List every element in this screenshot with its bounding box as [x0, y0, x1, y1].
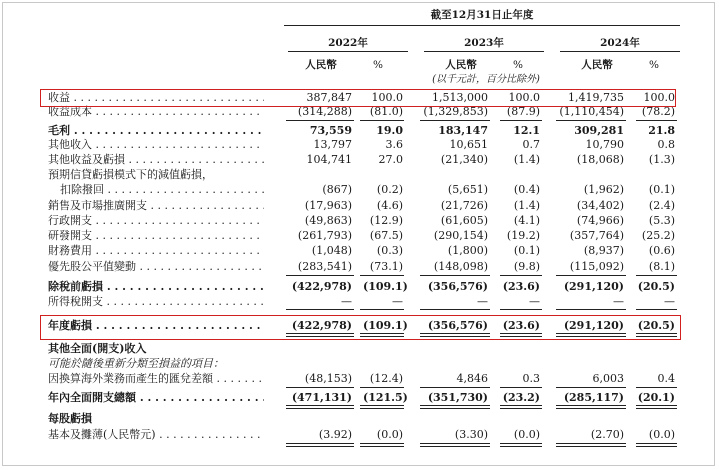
- cell-pct-2023: (0.1): [513, 244, 540, 257]
- cell-rmb-2024: (115,092): [569, 260, 624, 273]
- cell-rmb-2023: (3.30): [454, 428, 488, 441]
- cell-pct-2022: (4.6): [376, 199, 403, 212]
- cell-rmb-2023: 4,846: [456, 372, 488, 385]
- cell-pct-2023: (4.1): [513, 214, 540, 227]
- row-label: 預期信貸虧損模式下的減值虧損，: [48, 168, 213, 181]
- cell-rmb-2023: (21,340): [440, 153, 488, 166]
- year-header-2022: 2022年: [328, 37, 368, 49]
- total-double-rule: [420, 408, 490, 409]
- unit-note: (以千元計，百分比除外): [432, 74, 540, 85]
- cell-pct-2024: (78.2): [641, 105, 675, 118]
- row-label: 基本及攤薄(人民幣元) . . .: [48, 428, 264, 441]
- total-double-rule: [420, 405, 490, 406]
- cell-pct-2023: (23.2): [502, 391, 540, 404]
- subtotal-rule: [500, 120, 542, 121]
- cell-pct-2023: (0.0): [513, 428, 540, 441]
- cell-rmb-2023: (148,098): [433, 260, 488, 273]
- cell-rmb-2024: (291,120): [563, 319, 624, 332]
- cell-rmb-2022: (261,793): [297, 229, 352, 242]
- row-label: 可能於隨後重新分類至損益的項目：: [48, 357, 224, 370]
- row-label: 年度虧損 . . .: [48, 319, 264, 332]
- cell-pct-2024: 100.0: [643, 91, 675, 104]
- subtotal-rule: [360, 309, 404, 310]
- cell-pct-2023: (23.6): [502, 319, 540, 332]
- subtotal-rule: [500, 275, 542, 276]
- cell-rmb-2023: (290,154): [433, 229, 488, 242]
- cell-pct-2022: (109.1): [363, 319, 408, 332]
- row-label: 銷售及市場推廣開支 . . .: [48, 199, 264, 212]
- year-rule-2022: [288, 51, 408, 52]
- total-double-rule: [500, 446, 542, 447]
- cell-rmb-2022: (283,541): [297, 260, 352, 273]
- cell-rmb-2022: 104,741: [306, 153, 352, 166]
- cell-rmb-2022: (471,131): [291, 391, 352, 404]
- subtotal-rule: [420, 275, 490, 276]
- total-double-rule: [636, 408, 677, 409]
- cell-rmb-2024: (18,068): [576, 153, 624, 166]
- subtotal-rule: [360, 120, 404, 121]
- row-label: 收益成本 . . .: [48, 105, 264, 118]
- cell-rmb-2022: (422,978): [291, 280, 352, 293]
- cell-pct-2024: (20.5): [637, 319, 675, 332]
- subtotal-rule: [360, 275, 404, 276]
- cell-pct-2022: —: [392, 295, 403, 308]
- highlight-revenue-row: [40, 89, 676, 107]
- cell-rmb-2024: (34,402): [576, 199, 624, 212]
- cell-rmb-2024: 6,003: [592, 372, 624, 385]
- cell-rmb-2023: (1,800): [447, 244, 488, 257]
- subtotal-rule: [420, 387, 490, 388]
- subtotal-rule: [360, 387, 404, 388]
- subtotal-rule: [556, 387, 626, 388]
- cell-pct-2022: 27.0: [378, 153, 403, 166]
- cell-rmb-2023: (1,329,853): [423, 105, 488, 118]
- cell-rmb-2022: 73,559: [309, 124, 352, 137]
- cell-pct-2024: (0.1): [648, 183, 675, 196]
- total-double-rule: [556, 446, 626, 447]
- total-double-rule: [286, 408, 354, 409]
- subtotal-rule: [420, 120, 490, 121]
- total-double-rule: [500, 405, 542, 406]
- subtotal-rule: [286, 309, 354, 310]
- subtotal-rule: [286, 120, 354, 121]
- total-double-rule: [556, 443, 626, 444]
- cell-rmb-2024: (74,966): [576, 214, 624, 227]
- cell-pct-2022: (12.9): [369, 214, 403, 227]
- cell-pct-2024: (8.1): [648, 260, 675, 273]
- total-double-rule: [360, 408, 404, 409]
- subtotal-rule: [286, 275, 354, 276]
- cell-pct-2024: 0.8: [657, 138, 675, 151]
- subtotal-rule: [500, 387, 542, 388]
- total-double-rule: [636, 443, 677, 444]
- cell-rmb-2024: (1,962): [583, 183, 624, 196]
- subtotal-rule: [420, 309, 490, 310]
- col-pct-2023: %: [513, 59, 523, 71]
- cell-rmb-2022: 13,797: [313, 138, 352, 151]
- cell-rmb-2024: (8,937): [583, 244, 624, 257]
- cell-rmb-2024: —: [613, 295, 624, 308]
- cell-rmb-2022: (48,153): [304, 372, 352, 385]
- subtotal-rule: [636, 275, 677, 276]
- total-double-rule: [360, 443, 404, 444]
- total-double-rule: [286, 405, 354, 406]
- row-label: 其他收益及虧損 . . .: [48, 153, 264, 166]
- total-double-rule: [556, 405, 626, 406]
- cell-pct-2022: 19.0: [376, 124, 403, 137]
- subtotal-rule: [636, 120, 677, 121]
- cell-rmb-2024: (285,117): [563, 391, 624, 404]
- cell-pct-2024: 0.4: [657, 372, 675, 385]
- col-pct-2024: %: [649, 59, 659, 71]
- row-label: 年內全面開支總額 . . .: [48, 391, 264, 404]
- subtotal-rule: [500, 309, 542, 310]
- cell-rmb-2022: (17,963): [304, 199, 352, 212]
- cell-rmb-2022: (422,978): [291, 319, 352, 332]
- subtotal-rule: [636, 309, 677, 310]
- col-rmb-2024: 人民幣: [581, 59, 613, 71]
- year-rule-2024: [560, 51, 680, 52]
- cell-pct-2022: (0.0): [376, 428, 403, 441]
- total-double-rule: [420, 446, 490, 447]
- total-double-rule: [286, 443, 354, 444]
- cell-pct-2024: —: [664, 295, 675, 308]
- cell-pct-2024: (25.2): [641, 229, 675, 242]
- cell-pct-2023: (1.4): [513, 199, 540, 212]
- row-label: 所得稅開支 . . .: [48, 295, 264, 308]
- total-double-rule: [636, 446, 677, 447]
- subtotal-rule: [556, 120, 626, 121]
- cell-pct-2023: (19.2): [506, 229, 540, 242]
- cell-rmb-2023: (5,651): [447, 183, 488, 196]
- cell-pct-2022: (12.4): [369, 372, 403, 385]
- row-label: 其他收入 . . .: [48, 138, 264, 151]
- cell-rmb-2022: (1,048): [311, 244, 352, 257]
- cell-pct-2022: (109.1): [363, 280, 408, 293]
- cell-pct-2024: (1.3): [648, 153, 675, 166]
- cell-rmb-2022: (314,288): [297, 105, 352, 118]
- cell-pct-2024: (5.3): [648, 214, 675, 227]
- cell-pct-2022: (73.1): [369, 260, 403, 273]
- cell-rmb-2022: (867): [322, 183, 352, 196]
- cell-rmb-2022: —: [341, 295, 352, 308]
- cell-rmb-2024: 10,790: [585, 138, 624, 151]
- row-label: 收益 . . .: [48, 91, 264, 104]
- row-label: 因換算海外業務而產生的匯兌差額 . . .: [48, 372, 264, 385]
- cell-pct-2023: —: [529, 295, 540, 308]
- year-rule-2023: [424, 51, 544, 52]
- row-label: 每股虧損: [48, 412, 92, 425]
- cell-rmb-2022: (49,863): [304, 214, 352, 227]
- cell-pct-2022: 3.6: [385, 138, 403, 151]
- cell-rmb-2023: (61,605): [440, 214, 488, 227]
- cell-pct-2023: (23.6): [502, 280, 540, 293]
- subtotal-rule: [556, 275, 626, 276]
- cell-pct-2024: (20.1): [637, 391, 675, 404]
- cell-pct-2023: (0.4): [513, 183, 540, 196]
- cell-rmb-2024: 309,281: [574, 124, 624, 137]
- cell-pct-2024: (0.6): [648, 244, 675, 257]
- period-header: 截至12月31日止年度: [430, 9, 534, 21]
- cell-rmb-2024: (1,110,454): [559, 105, 624, 118]
- subtotal-rule: [636, 387, 677, 388]
- cell-pct-2024: (0.0): [648, 428, 675, 441]
- cell-pct-2022: (0.2): [376, 183, 403, 196]
- cell-pct-2024: (20.5): [637, 280, 675, 293]
- cell-rmb-2024: 1,419,735: [568, 91, 624, 104]
- row-label: 毛利 . . .: [48, 124, 264, 137]
- total-double-rule: [360, 446, 404, 447]
- col-rmb-2023: 人民幣: [445, 59, 477, 71]
- row-label: 研發開支 . . .: [48, 229, 264, 242]
- cell-pct-2023: 100.0: [508, 91, 540, 104]
- total-double-rule: [420, 443, 490, 444]
- row-label: 優先股公平值變動 . . .: [48, 260, 264, 273]
- total-double-rule: [500, 443, 542, 444]
- cell-rmb-2024: (291,120): [563, 280, 624, 293]
- cell-pct-2023: 12.1: [513, 124, 540, 137]
- cell-pct-2022: (81.0): [369, 105, 403, 118]
- cell-pct-2024: 21.8: [648, 124, 675, 137]
- cell-pct-2022: (67.5): [369, 229, 403, 242]
- cell-rmb-2023: (351,730): [427, 391, 488, 404]
- cell-pct-2023: (1.4): [513, 153, 540, 166]
- year-header-2024: 2024年: [600, 37, 640, 49]
- cell-rmb-2024: (2.70): [590, 428, 624, 441]
- cell-pct-2022: (121.5): [363, 391, 408, 404]
- cell-pct-2022: (0.3): [376, 244, 403, 257]
- cell-rmb-2023: —: [477, 295, 488, 308]
- total-double-rule: [360, 405, 404, 406]
- row-label: 扣除撥回 . . .: [60, 183, 264, 196]
- subtotal-rule: [556, 309, 626, 310]
- row-label: 財務費用 . . .: [48, 244, 264, 257]
- cell-rmb-2023: 1,513,000: [432, 91, 488, 104]
- cell-pct-2023: (9.8): [513, 260, 540, 273]
- cell-rmb-2022: (3.92): [318, 428, 352, 441]
- total-double-rule: [636, 405, 677, 406]
- total-double-rule: [500, 408, 542, 409]
- cell-rmb-2023: (356,576): [427, 319, 488, 332]
- total-double-rule: [286, 446, 354, 447]
- year-header-2023: 2023年: [464, 37, 504, 49]
- cell-pct-2023: 0.7: [522, 138, 540, 151]
- row-label: 其他全面(開支)收入: [48, 342, 147, 355]
- header-rule: [284, 25, 680, 26]
- row-label: 除稅前虧損 . . .: [48, 280, 264, 293]
- cell-pct-2023: 0.3: [522, 372, 540, 385]
- cell-rmb-2023: (356,576): [427, 280, 488, 293]
- cell-rmb-2024: (357,764): [569, 229, 624, 242]
- cell-pct-2022: 100.0: [371, 91, 403, 104]
- total-double-rule: [556, 408, 626, 409]
- cell-pct-2024: (2.4): [648, 199, 675, 212]
- row-label: 行政開支 . . .: [48, 214, 264, 227]
- cell-pct-2023: (87.9): [506, 105, 540, 118]
- col-pct-2022: %: [373, 59, 383, 71]
- cell-rmb-2023: 10,651: [449, 138, 488, 151]
- col-rmb-2022: 人民幣: [305, 59, 337, 71]
- highlight-loss-row: [40, 315, 681, 340]
- cell-rmb-2023: 183,147: [438, 124, 488, 137]
- cell-rmb-2022: 387,847: [306, 91, 352, 104]
- cell-rmb-2023: (21,726): [440, 199, 488, 212]
- subtotal-rule: [286, 387, 354, 388]
